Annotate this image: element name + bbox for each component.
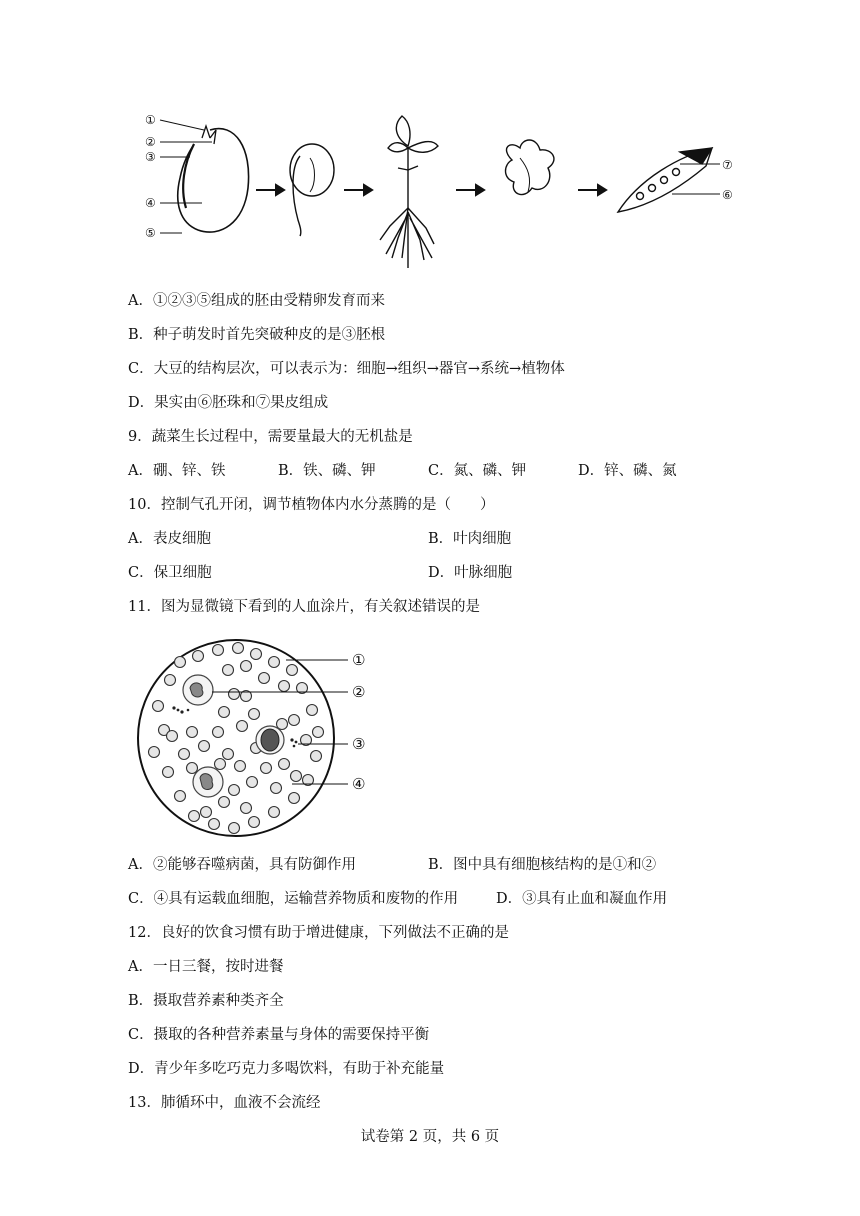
- seed-germination-figure: [140, 108, 740, 278]
- red-blood-cell: [229, 785, 240, 796]
- red-blood-cell: [215, 759, 226, 770]
- q13-stem: 13．肺循环中，血液不会流经: [128, 1095, 321, 1111]
- red-blood-cell: [311, 751, 322, 762]
- seed-embryo: [183, 144, 194, 208]
- q12-option-b: B．摄取营养素种类齐全: [128, 993, 284, 1009]
- seed-label-2: ②: [145, 135, 156, 149]
- red-blood-cell: [175, 791, 186, 802]
- red-blood-cell: [237, 721, 248, 732]
- q12-option-a: A．一日三餐，按时进餐: [128, 959, 284, 975]
- smear-label-3: ③: [352, 735, 366, 753]
- q9-option-c: C．氮、磷、钾: [428, 463, 527, 479]
- red-blood-cell: [229, 689, 240, 700]
- flower: [506, 140, 554, 195]
- red-blood-cell: [213, 645, 224, 656]
- q12-stem: 12．良好的饮食习惯有助于增进健康，下列做法不正确的是: [128, 925, 509, 941]
- q10-option-c: C．保卫细胞: [128, 565, 212, 581]
- red-blood-cell: [229, 823, 240, 834]
- q11-option-b: B．图中具有细胞核结构的是①和②: [428, 857, 657, 873]
- red-blood-cell: [269, 657, 280, 668]
- seedling-stem: [402, 148, 408, 258]
- red-blood-cell: [291, 771, 302, 782]
- red-blood-cell: [279, 759, 290, 770]
- q12-option-c: C．摄取的各种营养素量与身体的需要保持平衡: [128, 1027, 430, 1043]
- red-blood-cell: [153, 701, 164, 712]
- q10-stem: 10．控制气孔开闭，调节植物体内水分蒸腾的是（ ）: [128, 497, 495, 513]
- red-blood-cell: [201, 807, 212, 818]
- seed-label-3: ③: [145, 150, 156, 164]
- red-blood-cell: [179, 749, 190, 760]
- q12-option-d: D．青少年多吃巧克力多喝饮料，有助于补充能量: [128, 1061, 445, 1077]
- red-blood-cell: [167, 731, 178, 742]
- red-blood-cell: [189, 811, 200, 822]
- red-blood-cell: [233, 643, 244, 654]
- red-blood-cell: [271, 783, 282, 794]
- q11-option-c: C．④具有运载血细胞，运输营养物质和废物的作用: [128, 891, 459, 907]
- q10-option-b: B．叶肉细胞: [428, 531, 512, 547]
- red-blood-cell: [277, 719, 288, 730]
- blood-smear-figure: [134, 636, 384, 846]
- q11-option-a: A．②能够吞噬病菌，具有防御作用: [128, 857, 356, 873]
- q8-option-a: A．①②③⑤组成的胚由受精卵发育而来: [128, 293, 385, 309]
- q9-option-b: B．铁、磷、钾: [278, 463, 376, 479]
- red-blood-cell: [223, 665, 234, 676]
- pod-label-6: ⑥: [722, 188, 733, 202]
- red-blood-cell: [313, 727, 324, 738]
- red-blood-cell: [175, 657, 186, 668]
- q11-stem: 11．图为显微镜下看到的人血涂片，有关叙述错误的是: [128, 599, 480, 615]
- red-blood-cell: [187, 763, 198, 774]
- red-blood-cell: [269, 807, 280, 818]
- red-blood-cell: [287, 665, 298, 676]
- red-blood-cell: [187, 727, 198, 738]
- page-footer: 试卷第 2 页，共 6 页: [360, 1129, 500, 1145]
- red-blood-cell: [307, 705, 318, 716]
- q11-option-d: D．③具有止血和凝血作用: [496, 891, 668, 907]
- red-blood-cell: [289, 715, 300, 726]
- red-blood-cell: [235, 761, 246, 772]
- smear-label-2: ②: [352, 683, 366, 701]
- red-blood-cell: [223, 749, 234, 760]
- red-blood-cell: [193, 651, 204, 662]
- red-blood-cell: [249, 817, 260, 828]
- q9-stem: 9．蔬菜生长过程中，需要量最大的无机盐是: [128, 429, 413, 445]
- bean-seed: [178, 129, 249, 233]
- red-blood-cell: [219, 797, 230, 808]
- q8-option-b: B．种子萌发时首先突破种皮的是③胚根: [128, 327, 386, 343]
- red-blood-cell: [251, 649, 262, 660]
- red-blood-cell: [219, 707, 230, 718]
- red-blood-cell: [213, 727, 224, 738]
- q9-option-a: A．硼、锌、铁: [128, 463, 226, 479]
- red-blood-cell: [209, 819, 220, 830]
- q10-option-d: D．叶脉细胞: [428, 565, 513, 581]
- q8-option-d: D．果实由⑥胚珠和⑦果皮组成: [128, 395, 329, 411]
- red-blood-cell: [247, 777, 258, 788]
- red-blood-cell: [249, 709, 260, 720]
- seed-label-5: ⑤: [145, 226, 156, 240]
- red-blood-cell: [241, 661, 252, 672]
- red-blood-cell: [199, 741, 210, 752]
- red-blood-cell: [261, 763, 272, 774]
- red-blood-cell: [289, 793, 300, 804]
- smear-label-4: ④: [352, 775, 366, 793]
- red-blood-cell: [241, 803, 252, 814]
- red-blood-cell: [259, 673, 270, 684]
- seed-label-1: ①: [145, 113, 156, 127]
- red-blood-cell: [149, 747, 160, 758]
- red-blood-cell: [165, 675, 176, 686]
- red-blood-cell: [279, 681, 290, 692]
- seed-label-4: ④: [145, 196, 156, 210]
- q9-option-d: D．锌、磷、氮: [578, 463, 677, 479]
- q8-option-c: C．大豆的结构层次，可以表示为：细胞→组织→器官→系统→植物体: [128, 361, 565, 377]
- red-blood-cell: [163, 767, 174, 778]
- q10-option-a: A．表皮细胞: [128, 531, 211, 547]
- pod-label-7: ⑦: [722, 158, 733, 172]
- smear-label-1: ①: [352, 651, 366, 669]
